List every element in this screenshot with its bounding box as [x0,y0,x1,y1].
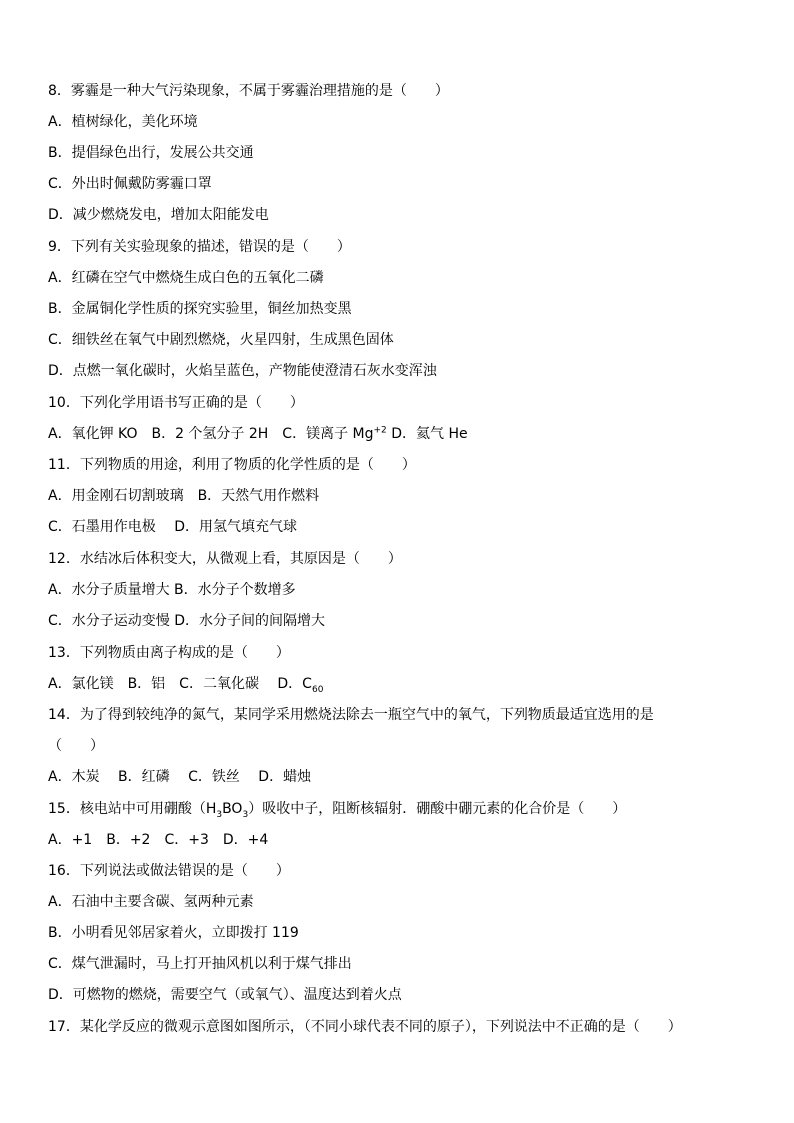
question-10-stem: 10．下列化学用语书写正确的是（ ） [48,395,304,411]
charge-superscript: +2 [373,425,387,436]
question-10-options [48,425,468,443]
question-15-stem-text: 15．核电站中可用硼酸（H [48,801,217,817]
question-15-formula: BO [222,801,243,817]
question-9-option-c: C．细铁丝在氧气中剧烈燃烧，火星四射，生成黑色固体 [48,332,394,348]
question-13-options [48,675,323,693]
question-15-options: A．+1 B．+2 C．+3 D．+4 [48,832,269,848]
question-16-option-d: D．可燃物的燃烧，需要空气（或氧气）、温度达到着火点 [48,987,402,1003]
question-9-option-d: D．点燃一氧化碳时，火焰呈蓝色，产物能使澄清石灰水变浑浊 [48,363,437,379]
question-8-option-a: A．植树绿化，美化环境 [48,114,198,130]
subscript-60: 60 [311,684,324,695]
question-8-option-c: C．外出时佩戴防雾霾口罩 [48,176,212,192]
question-8-stem: 8．雾霾是一种大气污染现象，不属于雾霾治理措施的是（ ） [48,83,449,99]
question-17-stem: 17．某化学反应的微观示意图如图所示，（不同小球代表不同的原子），下列说法中不正确的是（ ） [48,1019,682,1035]
question-9-stem: 9．下列有关实验现象的描述，错误的是（ ） [48,239,351,255]
question-16-stem: 16．下列说法或做法错误的是（ ） [48,863,290,879]
question-8-option-d: D．减少燃烧发电，增加太阳能发电 [48,207,269,223]
question-12-stem: 12．水结冰后体积变大，从微观上看，其原因是（ ） [48,551,402,567]
question-11-options-ab: A．用金刚石切割玻璃 B．天然气用作燃料 [48,488,320,504]
question-10-options-text: A．氧化钾 KO B．2 个氢分子 2H C．镁离子 Mg [48,426,374,442]
question-12-options-cd: C．水分子运动变慢 D．水分子间的间隔增大 [48,613,326,629]
question-11-stem: 11．下列物质的用途，利用了物质的化学性质的是（ ） [48,457,416,473]
question-15-stem [48,800,626,818]
question-11-options-cd: C．石墨用作电极 D．用氢气填充气球 [48,519,298,535]
question-14-stem: 14．为了得到较纯净的氮气，某同学采用燃烧法除去一瓶空气中的氧气，下列物质最适宜选用的是 [48,707,654,723]
question-9-option-a: A．红磷在空气中燃烧生成白色的五氧化二磷 [48,270,324,286]
question-13-options-text: A．氯化镁 B．铝 C．二氧化碳 D．C [48,676,312,692]
question-13-stem: 13．下列物质由离子构成的是（ ） [48,645,290,661]
question-8-option-b: B．提倡绿色出行，发展公共交通 [48,145,254,161]
subscript-3: 3 [242,809,249,820]
question-9-option-b: B．金属铜化学性质的探究实验里，铜丝加热变黑 [48,301,352,317]
question-14-options: A．木炭 B．红磷 C．铁丝 D．蜡烛 [48,769,312,785]
question-16-option-a: A．石油中主要含碳、氢两种元素 [48,894,254,910]
question-16-option-c: C．煤气泄漏时，马上打开抽风机以利于煤气排出 [48,956,352,972]
question-12-options-ab: A．水分子质量增大 B．水分子个数增多 [48,582,296,598]
question-15-stem-tail: ）吸收中子，阻断核辐射．硼酸中硼元素的化合价是（ ） [248,801,627,817]
question-14-stem-continued: （ ） [48,738,104,754]
question-16-option-b: B．小明看见邻居家着火，立即拨打 119 [48,925,299,941]
subscript-3: 3 [216,809,223,820]
question-10-options-tail: D．氦气 He [386,426,468,442]
